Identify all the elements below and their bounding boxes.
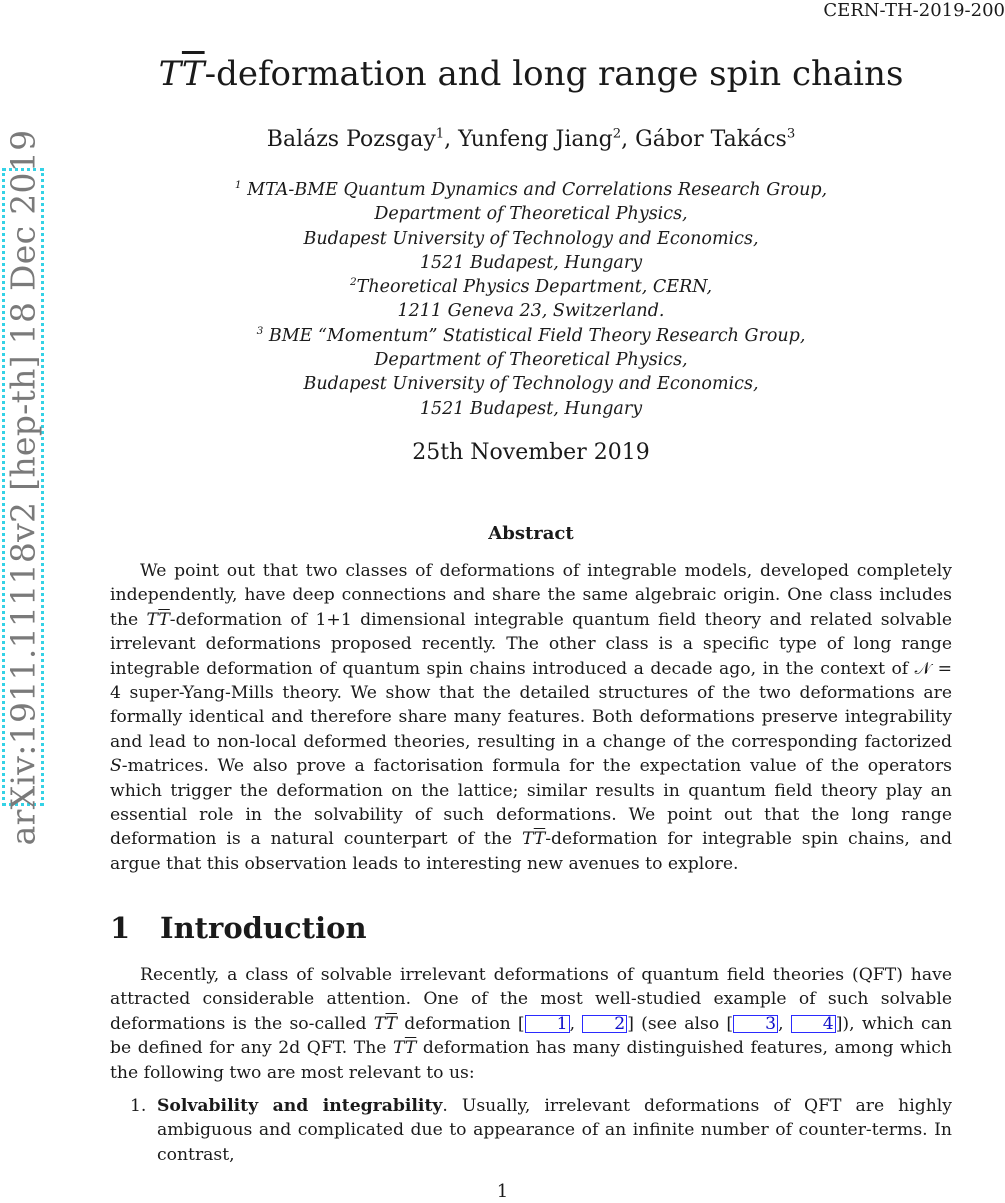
abstract-text: We point out that two classes of deformations of integrable models, developed completely independently, have deep connections and share the same algebraic origin. One class includes the $T\overline{T}$-deformation of 1+1 dimensional integrable quantum field theory and related solvable irrelevant deformations proposed recently. The other class is a specific type of long range integrable deformation of quantum spin chains introduced a decade ago, in the context of 𝒩 = 4 super-Yang-Mills theory. We show that the detailed structures of the two deformations are formally identical and therefore share many features. Both deformations preserve integrability and lead to non-local deformed theories, resulting in a change of the corresponding factorized S-matrices. We also prove a factorisation formula for the expectation value of the operators which trigger the deformation on the lattice; similar results in quantum field theory play an essential role in the solvability of such deformations. We point out that the long range deformation is a natural counterpart of the $T\overline{T}$-deformation for integrable spin chains, and argue that this observation leads to interesting new avenues to explore. bbox=[110, 561, 952, 874]
page-number: 1 bbox=[496, 1181, 509, 1202]
list-item bbox=[110, 1094, 952, 1167]
affiliation-line: $^3$ BME “Momentum” Statistical Field Theory Research Group, bbox=[256, 324, 806, 346]
affiliation-line: 1211 Geneva 23, Switzerland. bbox=[397, 301, 665, 322]
author-list bbox=[110, 126, 952, 154]
abstract-heading: Abstract bbox=[488, 523, 574, 544]
title-tt-symbol: $T\overline{T}$ bbox=[158, 54, 205, 94]
list-number: 1. bbox=[130, 1096, 147, 1116]
author-affil-mark: 1 bbox=[435, 126, 445, 142]
affiliation-line: $^1$ MTA-BME Quantum Dynamics and Correlations Research Group, bbox=[234, 179, 828, 200]
list-item-heading: Solvability and integrability bbox=[157, 1096, 443, 1116]
author-separator: , bbox=[444, 127, 459, 152]
report-number: CERN-TH-2019-200 bbox=[823, 0, 1005, 21]
affiliation-line: 1521 Budapest, Hungary bbox=[419, 398, 643, 419]
author-affil-mark: 2 bbox=[612, 126, 622, 142]
citation-link[interactable]: 1 bbox=[525, 1015, 570, 1033]
affiliation-mark: 1 bbox=[234, 179, 242, 192]
list-text: Solvability and integrability. Usually, irrelevant deformations of QFT are highly ambiguous and complicated due to appearance of an infinite number of counter-terms. In contrast, bbox=[157, 1096, 952, 1165]
citation-link[interactable]: 2 bbox=[582, 1015, 627, 1033]
affiliation-line: Budapest University of Technology and Economics, bbox=[303, 374, 759, 395]
paper-date: 25th November 2019 bbox=[412, 440, 650, 465]
affiliation-mark: 2 bbox=[349, 276, 357, 289]
section-number: 1 bbox=[110, 911, 131, 945]
s-matrix-symbol: S bbox=[110, 756, 122, 777]
citation-link[interactable]: 3 bbox=[733, 1015, 778, 1033]
affiliations bbox=[110, 178, 952, 421]
section-heading bbox=[110, 908, 952, 948]
affiliation-line: 1521 Budapest, Hungary bbox=[419, 252, 643, 273]
tt-symbol: $T\overline{T}$ bbox=[373, 1013, 397, 1034]
author: Yunfeng Jiang bbox=[458, 127, 613, 152]
author: Gábor Takács bbox=[635, 127, 787, 152]
section-title: Introduction bbox=[160, 911, 367, 945]
tt-symbol: $T\overline{T}$ bbox=[521, 829, 546, 850]
paper-title bbox=[110, 52, 952, 96]
affiliation-line: Department of Theoretical Physics, bbox=[374, 350, 688, 371]
tt-symbol: $T\overline{T}$ bbox=[146, 609, 170, 630]
affiliation-line: Department of Theoretical Physics, bbox=[374, 204, 688, 225]
intro-paragraph: Recently, a class of solvable irrelevant deformations of quantum field theories (QFT) have attracted considerable attention. One of the most well-studied example of such solvable deformations is the so-called $T\overline{T}$ deformation [ 1 , 2 ] (see also [ 3 , 4 ]), which can be defined for any 2d QFT. The $T\overline{T}$ deformation has many distinguished features, among which the following two are most relevant to us: bbox=[110, 965, 953, 1083]
affiliation-line: Budapest University of Technology and Economics, bbox=[303, 228, 759, 249]
affiliation-mark: 3 bbox=[256, 324, 264, 337]
author-affil-mark: 3 bbox=[786, 126, 796, 142]
author: Balázs Pozsgay bbox=[266, 127, 436, 152]
citation-link[interactable]: 4 bbox=[791, 1015, 836, 1033]
arxiv-stamp[interactable] bbox=[2, 129, 44, 845]
tt-symbol: $T\overline{T}$ bbox=[393, 1038, 417, 1059]
arxiv-identifier: arXiv:1911.11118v2 [hep-th] 18 Dec 2019 bbox=[3, 129, 43, 845]
title-text: -deformation and long range spin chains bbox=[204, 54, 904, 94]
author-separator: , bbox=[621, 127, 636, 152]
affiliation-line: $^2$Theoretical Physics Department, CERN, bbox=[349, 276, 713, 298]
title-tt-bar: $\overline{T}$ bbox=[181, 54, 205, 94]
